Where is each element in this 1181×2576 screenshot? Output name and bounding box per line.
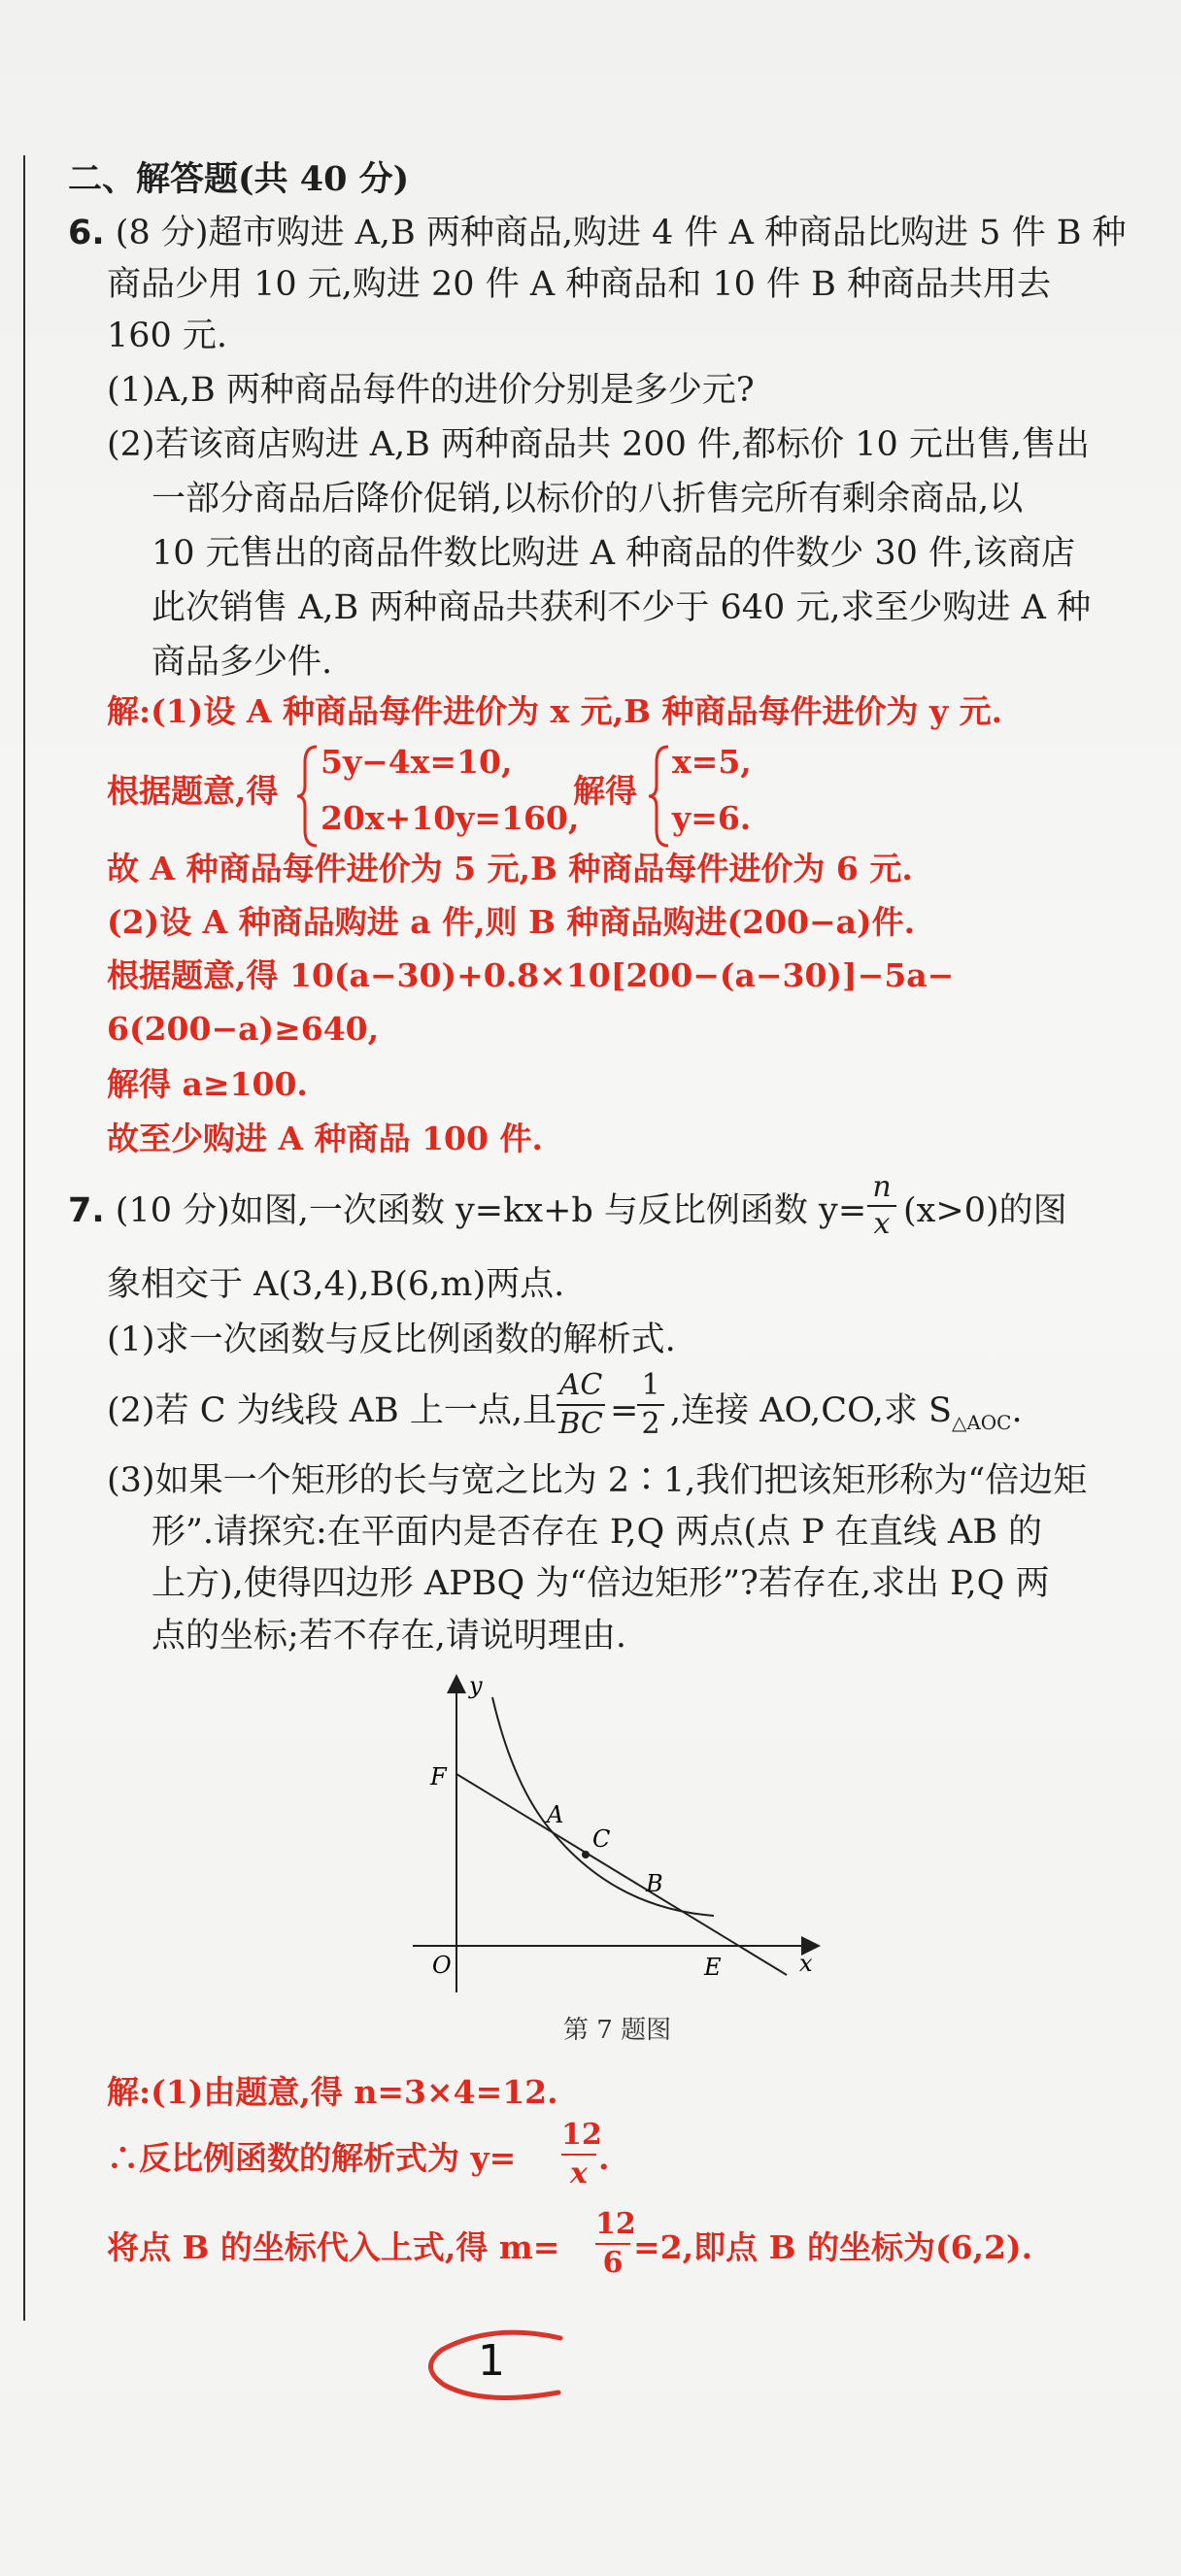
- hyperbola-curve: [492, 1697, 714, 1916]
- q7-answer-frac-12-6: [595, 2206, 636, 2282]
- label-y: y: [469, 1672, 483, 1699]
- q6-answer-line-7: 解得 a≥100.: [107, 1065, 308, 1103]
- q6-answer-eq-1: 5y−4x=10,: [321, 743, 513, 781]
- q7-answer-frac3-num: 12: [595, 2207, 636, 2241]
- point-c: [582, 1851, 590, 1858]
- q7-frac-den: x: [867, 1205, 896, 1242]
- q7-frac-ac-bc: [557, 1367, 605, 1443]
- q7-frac-ac: AC: [558, 1368, 603, 1402]
- q6-line-2: 商品少用 10 元,购进 20 件 A 种商品和 10 件 B 种商品共用去: [107, 265, 1051, 304]
- q6-part-2-line-5: 商品多少件.: [152, 643, 333, 682]
- margin-rule: [23, 155, 25, 2321]
- q7-answer-frac-num: 12: [561, 2118, 602, 2152]
- q7-part-1: (1)求一次函数与反比例函数的解析式.: [107, 1321, 676, 1359]
- q7-part-3-line-2: 形”.请探究:在平面内是否存在 P,Q 两点(点 P 在直线 AB 的: [152, 1513, 1043, 1552]
- figure-caption: 第 7 题图: [563, 2016, 672, 2045]
- q7-number: 7.: [68, 1191, 105, 1230]
- q6-line-1: [68, 209, 1127, 257]
- q7-part-2-end: .: [1011, 1391, 1023, 1430]
- q7-frac-1-2: [637, 1367, 664, 1443]
- label-e: E: [704, 1954, 722, 1981]
- q7-answer-frac-12-x: [561, 2117, 602, 2192]
- q6-part-2-line-2: 一部分商品后降价促销,以标价的八折售完所有剩余商品,以: [152, 480, 1024, 519]
- q7-part-3-line-1: (3)如果一个矩形的长与宽之比为 2∶1,我们把该矩形称为“倍边矩: [107, 1461, 1088, 1500]
- q6-answer-sol-y: y=6.: [672, 799, 752, 837]
- page-number: 1: [478, 2336, 505, 2386]
- label-a: A: [547, 1801, 564, 1828]
- q6-part-2-line-1: (2)若该商店购进 A,B 两种商品共 200 件,都标价 10 元出售,售出: [107, 425, 1091, 464]
- q6-answer-line-5: 根据题意,得 10(a−30)+0.8×10[200−(a−30)]−5a−: [107, 956, 955, 994]
- q6-answer-line-3: 故 A 种商品每件进价为 5 元,B 种商品每件进价为 6 元.: [107, 850, 913, 887]
- q7-figure: [403, 1672, 830, 2002]
- q7-answer-line-3b: =2,即点 B 的坐标为(6,2).: [633, 2228, 1033, 2266]
- q7-answer-frac-den: x: [561, 2154, 596, 2192]
- label-c: C: [592, 1825, 611, 1853]
- q6-answer-sol-x: x=5,: [672, 743, 752, 781]
- q6-part-2-line-4: 此次销售 A,B 两种商品共获利不少于 640 元,求至少购进 A 种: [152, 588, 1092, 627]
- q7-frac-n-x: [867, 1170, 896, 1242]
- q7-part-3-line-3: 上方),使得四边形 APBQ 为“倍边矩形”?若存在,求出 P,Q 两: [152, 1564, 1050, 1603]
- section-title: 二、解答题(共 40 分): [68, 159, 410, 199]
- system-brace-2: [645, 743, 674, 850]
- q6-answer-line-6: 6(200−a)≥640,: [107, 1010, 380, 1048]
- q6-answer-setup: 根据题意,得: [107, 772, 279, 810]
- q7-part-3-line-4: 点的坐标;若不存在,请说明理由.: [152, 1617, 627, 1656]
- q6-line-3: 160 元.: [107, 317, 228, 355]
- linear-function-line: [456, 1774, 787, 1975]
- q6-answer-line-4: (2)设 A 种商品购进 a 件,则 B 种商品购进(200−a)件.: [107, 903, 916, 941]
- q7-part-2a: (2)若 C 为线段 AB 上一点,且: [107, 1391, 557, 1430]
- label-o: O: [432, 1952, 452, 1979]
- q7-answer-line-2b: .: [598, 2139, 610, 2177]
- q7-line-2: 象相交于 A(3,4),B(6,m)两点.: [107, 1265, 565, 1304]
- q7-part-2b-text: ,连接 AO,CO,求 S: [670, 1391, 952, 1430]
- label-f: F: [430, 1763, 447, 1790]
- q7-frac-num: n: [872, 1170, 892, 1204]
- q7-frac-1: 1: [641, 1368, 660, 1402]
- q7-text-1b: (x>0)的图: [903, 1191, 1067, 1230]
- label-b: B: [646, 1870, 663, 1897]
- q6-part-2-line-3: 10 元售出的商品件数比购进 A 种商品的件数少 30 件,该商店: [152, 534, 1076, 573]
- q7-frac-2: 2: [637, 1404, 664, 1443]
- q6-answer-eq-2: 20x+10y=160,: [321, 799, 580, 837]
- q6-number: 6.: [68, 214, 105, 252]
- q7-answer-line-3a: 将点 B 的坐标代入上式,得 m=: [107, 2228, 560, 2266]
- q7-part-2-sub: △AOC: [951, 1411, 1012, 1434]
- q7-answer-frac3-den: 6: [595, 2243, 630, 2282]
- q7-part-2b: [670, 1387, 1023, 1447]
- q6-answer-line-1: 解:(1)设 A 种商品每件进价为 x 元,B 种商品每件进价为 y 元.: [107, 692, 1003, 730]
- q7-line-1: [68, 1187, 866, 1235]
- q7-frac-bc: BC: [557, 1404, 605, 1443]
- q7-text-1a: (10 分)如图,一次函数 y=kx+b 与反比例函数 y=: [115, 1191, 867, 1230]
- system-brace-1: [293, 743, 322, 850]
- label-x: x: [799, 1950, 813, 1977]
- q6-answer-line-8: 故至少购进 A 种商品 100 件.: [107, 1120, 543, 1157]
- q7-answer-line-2a: ∴反比例函数的解析式为 y=: [107, 2139, 517, 2177]
- q6-answer-solve-label: 解得: [573, 772, 637, 810]
- page-number-badge: [424, 2328, 570, 2406]
- q6-part-1: (1)A,B 两种商品每件的进价分别是多少元?: [107, 371, 755, 410]
- q6-text-1: (8 分)超市购进 A,B 两种商品,购进 4 件 A 种商品比购进 5 件 B 种: [115, 214, 1127, 252]
- q7-answer-line-1: 解:(1)由题意,得 n=3×4=12.: [107, 2073, 558, 2111]
- q7-part-2-eq: =: [610, 1391, 639, 1430]
